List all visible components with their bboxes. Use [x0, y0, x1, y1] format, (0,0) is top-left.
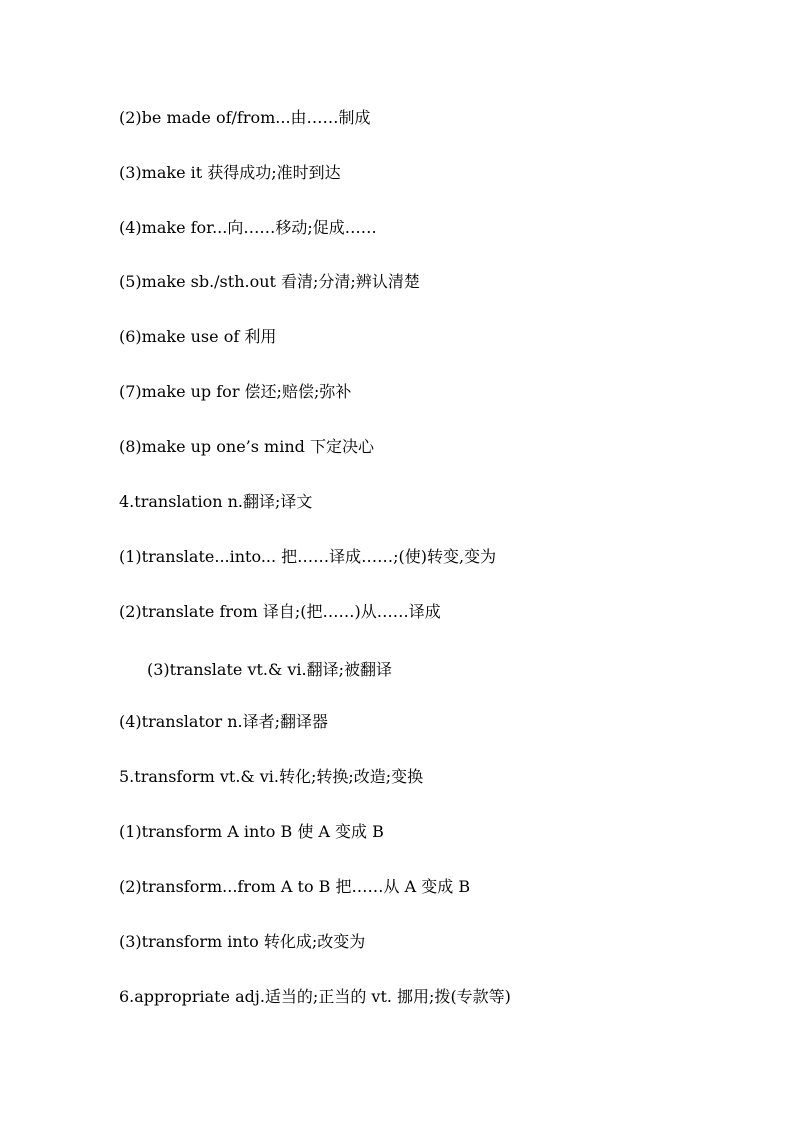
- text-line: (1)transform A into B 使 A 变成 B: [119, 822, 384, 841]
- section-heading: 4.translation n.翻译;译文: [119, 492, 313, 511]
- text-line: (3)transform into 转化成;改变为: [119, 932, 366, 951]
- text-line: (6)make use of 利用: [119, 327, 277, 346]
- section-heading: 6.appropriate adj.适当的;正当的 vt. 挪用;拨(专款等): [119, 987, 511, 1006]
- text-line: (3)translate vt.& vi.翻译;被翻译: [147, 660, 392, 679]
- text-line: (4)make for...向……移动;促成……: [119, 218, 377, 237]
- text-line: (4)translator n.译者;翻译器: [119, 712, 329, 731]
- text-line: (1)translate...into... 把……译成……;(使)转变,变为: [119, 547, 497, 566]
- text-line: (8)make up one’s mind 下定决心: [119, 437, 374, 456]
- text-line: (2)be made of/from...由……制成: [119, 108, 371, 127]
- text-line: (2)transform...from A to B 把……从 A 变成 B: [119, 877, 471, 896]
- text-line: (7)make up for 偿还;赔偿;弥补: [119, 382, 352, 401]
- text-line: (5)make sb./sth.out 看清;分清;辨认清楚: [119, 272, 420, 291]
- text-line: (2)translate from 译自;(把……)从……译成: [119, 602, 441, 621]
- text-line: (3)make it 获得成功;准时到达: [119, 163, 341, 182]
- section-heading: 5.transform vt.& vi.转化;转换;改造;变换: [119, 767, 424, 786]
